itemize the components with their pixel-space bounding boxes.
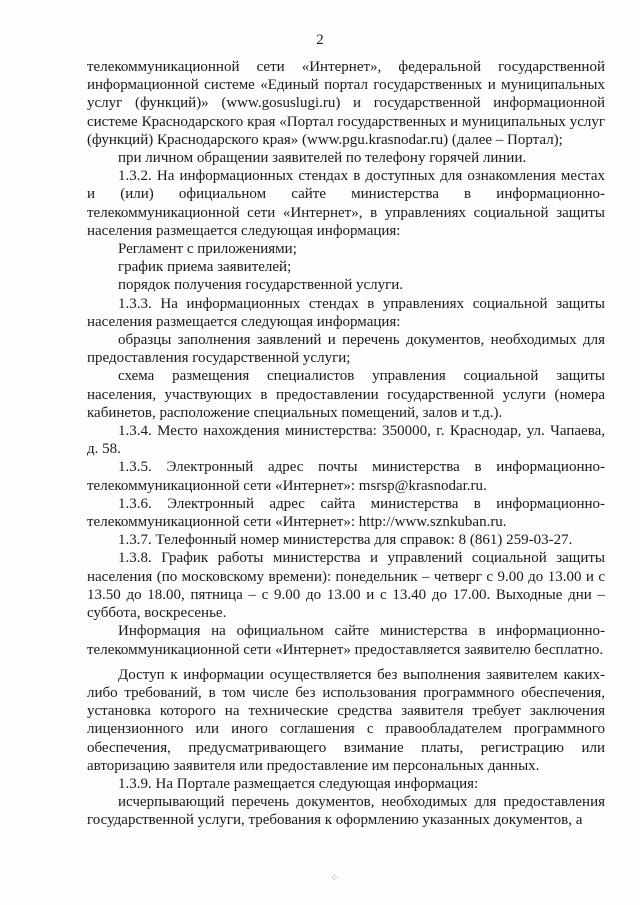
paragraph-1-3-9: 1.3.9. На Портале размещается следующая информация: [118,775,479,792]
list-item-regulation: Регламент с приложениями; [118,241,297,258]
list-item-samples: образцы заполнения заявлений и перечень документов, необходимых для предоставления государственной услуги; [87,332,605,367]
list-item-scheme: схема размещения специалистов управления социальной защиты населения, участвующих в предоставлении государственной услуги (номера кабинетов, расположение специальных помещений, залов и т.д.). [87,368,605,421]
paragraph-1-3-3: 1.3.3. На информационных стендах в управлениях социальной защиты населения размещается следующая информация: [87,295,605,330]
paragraph-access: Доступ к информации осуществляется без выполнения заявителем каких-либо требований, в том числе без использования программного обеспечения, установка которого на технические средства заявителя требует заключения лицензионного или иного соглашения с правообладателем программного обеспечения, предусматривающего взимание платы, регистрацию или авторизацию заявителя или предоставление им персональных данных. [87,666,605,774]
list-item-procedure: порядок получения государственной услуги. [118,277,404,294]
paragraph-1-3-8: 1.3.8. График работы министерства и управлений социальной защиты населения (по московскому времени): понедельник – четверг с 9.00 до 13.00 и с 13.50 до 18.00, пятница – с 9.00 до 13.00 и с 13.40 до 17.00. Выходные дни – суббота, воскресенье. [87,550,605,622]
paragraph-1-3-7: 1.3.7. Телефонный номер министерства для справок: 8 (861) 259-03-27. [118,532,573,549]
paragraph-1-3-2: 1.3.2. На информационных стендах в доступных для ознакомления местах и (или) официальном сайте министерства в информационно-телекоммуникационной сети «Интернет», в управлениях социальной защиты населения размещается следующая информация: [87,168,605,239]
paragraph-1-3-5: 1.3.5. Электронный адрес почты министерства в информационно-телекоммуникационной сети «Интернет»: msrsp@krasnodar.ru. [87,459,605,494]
page-number: 2 [316,32,324,48]
paragraph-1-3-6: 1.3.6. Электронный адрес сайта министерства в информационно-телекоммуникационной сети «Интернет»: http://www.sznkuban.ru. [87,495,605,531]
paragraph-portal-list: телекоммуникационной сети «Интернет», федеральной государственной информационной системе «Единый портал государственных и муниципальных услуг (функций)» (www.gosuslugi.ru) и государственной информационной системе Краснодарского края «Портал государственных и муниципальных услуг (функций) Краснодарского края» (www.pgu.krasnodar.ru) (далее – Портал); [87,59,605,148]
paragraph-1-3-4: 1.3.4. Место нахождения министерства: 350000, г. Краснодар, ул. Чапаева, д. 58. [87,423,605,458]
scan-speck: ⁘ [330,873,339,884]
list-item-schedule: график приема заявителей; [118,259,292,276]
paragraph-free-info: Информация на официальном сайте министерства в информационно-телекоммуникационной сети «Интернет» предоставляется заявителю бесплатно. [87,623,605,658]
paragraph-documents-list: исчерпывающий перечень документов, необходимых для предоставления государственной услуги, требования к оформлению указанных документов, а [87,794,605,829]
document-body [87,58,605,830]
paragraph-hotline: при личном обращении заявителей по телефону горячей линии. [118,150,527,167]
